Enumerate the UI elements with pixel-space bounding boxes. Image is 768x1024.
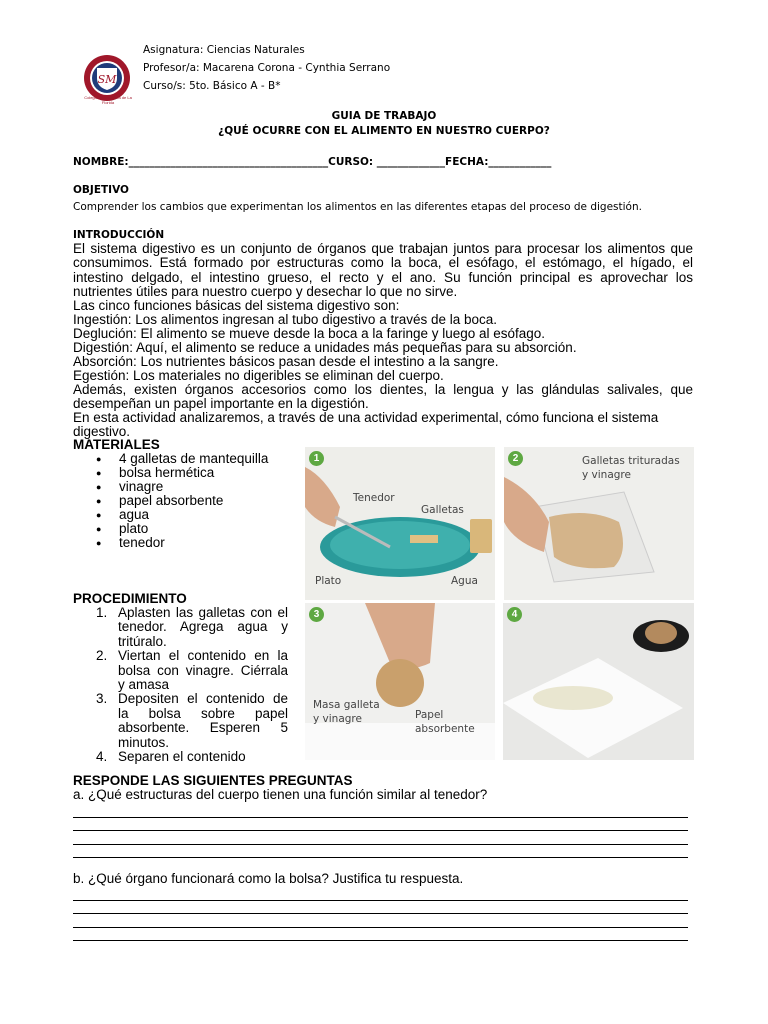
step-badge: 1	[309, 451, 324, 466]
list-item: 3. Depositen el contenido de la bolsa sobre papel absorbente. Esperen 5 minutos.	[96, 691, 288, 750]
step-badge: 3	[309, 607, 324, 622]
guide-subtitle: ¿QUÉ OCURRE CON EL ALIMENTO EN NUESTRO CUERPO?	[218, 125, 550, 137]
label-agua: Agua	[451, 575, 478, 587]
materials-heading: MATERIALES	[73, 437, 160, 452]
answer-lines-b[interactable]	[73, 887, 688, 941]
course-line: Curso/s: 5to. Básico A - B*	[143, 80, 281, 92]
question-a: a. ¿Qué estructuras del cuerpo tienen una función similar al tenedor?	[73, 787, 488, 802]
function-deglution: Deglución: El alimento se mueve desde la boca a la faringe y luego al esófago.	[73, 326, 546, 341]
procedure-list	[73, 606, 288, 764]
label-papel: Papel	[415, 709, 444, 721]
list-item: ● bolsa hermética	[73, 466, 268, 480]
list-item: ● plato	[73, 522, 268, 536]
photo-step-4	[503, 603, 694, 760]
function-absorption: Absorción: Los nutrientes básicos pasan desde el intestino a la sangre.	[73, 354, 499, 369]
activity-text: En esta actividad analizaremos, a través de una actividad experimental, cómo funciona el sistema digestivo.	[73, 410, 659, 440]
list-item: ● papel absorbente	[73, 494, 268, 508]
list-item: 4. Separen el contenido	[96, 749, 246, 765]
function-digestion: Digestión: Aquí, el alimento se reduce a unidades más pequeñas para su absorción.	[73, 340, 577, 355]
label-absorbente: absorbente	[415, 723, 475, 735]
list-item: ● agua	[73, 508, 268, 522]
functions-intro: Las cinco funciones básicas del sistema digestivo son:	[73, 298, 400, 313]
list-item: ● vinagre	[73, 480, 268, 494]
subject-line: Asignatura: Ciencias Naturales	[143, 44, 305, 56]
questions-heading: RESPONDE LAS SIGUIENTES PREGUNTAS	[73, 773, 353, 788]
objective-text: Comprender los cambios que experimentan los alimentos en las diferentes etapas del proceso de digestión.	[73, 201, 642, 213]
label-galletas-trituradas: Galletas trituradas	[582, 455, 680, 467]
list-item: ● 4 galletas de mantequilla	[73, 452, 268, 466]
label-galletas: Galletas	[421, 504, 464, 516]
guide-title: GUIA DE TRABAJO	[331, 110, 437, 122]
label-masa-y-vinagre: y vinagre	[313, 713, 362, 725]
list-item: ● tenedor	[73, 536, 268, 550]
procedure-heading: PROCEDIMIENTO	[73, 591, 187, 606]
label-masa-galleta: Masa galleta	[313, 699, 380, 711]
photo-step-1	[305, 447, 495, 600]
accessory-organs: Además, existen órganos accesorios como los dientes, la lengua y las glándulas salivales, que desempeñan un papel importante en la digestión.	[73, 382, 693, 412]
label-y-vinagre: y vinagre	[582, 469, 631, 481]
list-item: 2. Viertan el contenido en la bolsa con vinagre. Ciérrala y amasa	[96, 648, 288, 693]
function-egestion: Egestión: Los materiales no digeribles se eliminan del cuerpo.	[73, 368, 444, 383]
step-badge: 4	[507, 607, 522, 622]
question-b: b. ¿Qué órgano funcionará como la bolsa? Justifica tu respuesta.	[73, 871, 464, 886]
photo-step-3	[305, 603, 495, 760]
intro-paragraph: El sistema digestivo es un conjunto de órganos que trabajan juntos para procesar los alimentos que consumimos. Está formado por estructuras como la boca, el esófago, el estómago, el hígado, el intestino delgado, el intestino grueso, el recto y el ano. Su función principal es aprovechar los nutrientes útiles para nuestro cuerpo y desechar lo que no sirve.	[73, 241, 693, 300]
photo-step-2	[504, 447, 694, 600]
name-course-date-field[interactable]: NOMBRE:______________________________________CURSO: _____________FECHA:____________	[73, 156, 552, 168]
step-badge: 2	[508, 451, 523, 466]
list-item: 1. Aplasten las galletas con el tenedor. Agrega agua y tritúralo.	[96, 605, 288, 649]
teacher-line: Profesor/a: Macarena Corona - Cynthia Serrano	[143, 62, 391, 74]
label-plato: Plato	[315, 575, 342, 587]
function-ingestion: Ingestión: Los alimentos ingresan al tubo digestivo a través de la boca.	[73, 312, 498, 327]
label-tenedor: Tenedor	[353, 492, 395, 504]
intro-heading: INTRODUCCIÓN	[73, 229, 165, 241]
logo-caption: Colegio Santa María de La Florida	[84, 95, 132, 105]
materials-list	[73, 452, 268, 550]
objective-heading: OBJETIVO	[73, 184, 129, 196]
logo-initials: SM	[97, 73, 117, 86]
answer-lines-a[interactable]	[73, 804, 688, 858]
